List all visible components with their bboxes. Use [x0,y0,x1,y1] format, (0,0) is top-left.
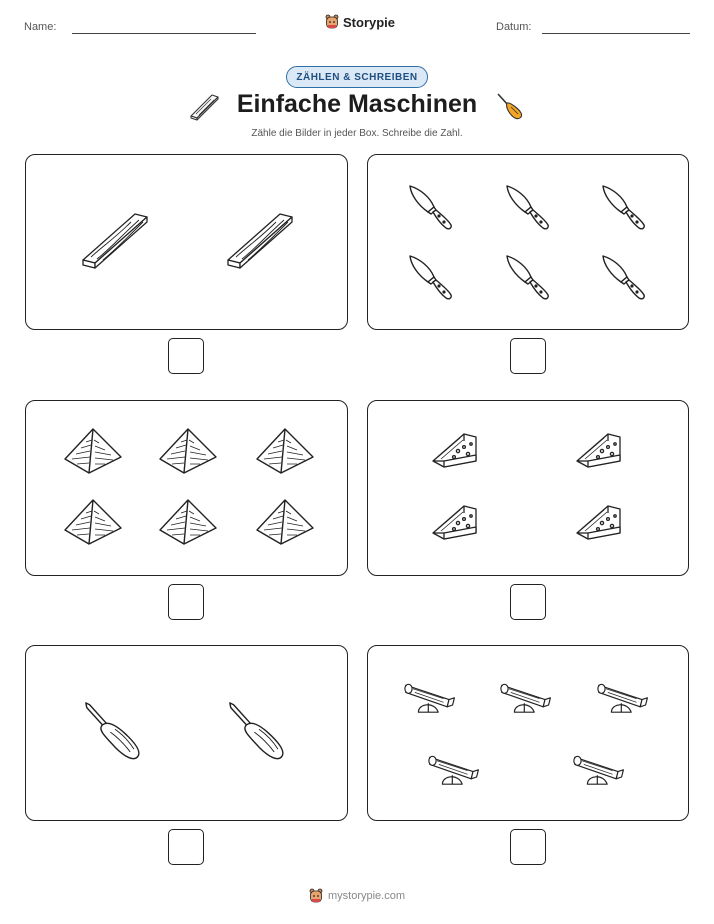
knife-icon [599,183,649,233]
screwdriver-icon [83,701,149,767]
knife-icon [599,253,649,303]
answer-box-4[interactable] [510,584,546,620]
doorstop-wedge-icon [574,431,624,471]
pyramid-icon [158,427,218,477]
seesaw-lever-icon [404,676,458,716]
footer-url[interactable]: mystorypie.com [327,890,406,902]
doorstop-wedge-icon [430,431,480,471]
seesaw-lever-icon [573,748,627,788]
counting-box-5 [25,645,348,821]
answer-box-2[interactable] [510,338,546,374]
doorstop-wedge-icon [574,503,624,543]
counting-box-1 [25,154,348,330]
answer-box-5[interactable] [168,829,204,865]
knife-icon [503,253,553,303]
category-badge: ZÄHLEN & SCHREIBEN [286,66,428,88]
wooden-plank-icon [81,210,151,270]
doorstop-wedge-icon [430,503,480,543]
instructions: Zähle die Bilder in jeder Box. Schreibe die Zahl. [251,128,463,139]
answer-box-1[interactable] [168,338,204,374]
counting-box-4 [367,400,689,576]
screwdriver-icon [227,701,293,767]
answer-box-6[interactable] [510,829,546,865]
pyramid-icon [63,498,123,548]
counting-box-3 [25,400,348,576]
name-line[interactable] [72,33,256,34]
screwdriver-title-icon [494,92,526,122]
knife-icon [406,183,456,233]
counting-box-6 [367,645,689,821]
footer [0,888,714,904]
page-title: Einfache Maschinen [236,90,478,118]
pyramid-icon [63,427,123,477]
storypie-mascot-icon [325,14,339,30]
brand-name: Storypie [343,14,396,30]
date-label: Datum: [496,21,532,33]
seesaw-lever-icon [500,676,554,716]
answer-box-3[interactable] [168,584,204,620]
pyramid-icon [158,498,218,548]
counting-box-2 [367,154,689,330]
seesaw-lever-icon [597,676,651,716]
storypie-mascot-icon [309,888,323,904]
knife-icon [503,183,553,233]
name-label: Name: [24,21,57,33]
wooden-plank-icon [226,210,296,270]
knife-icon [406,253,456,303]
brand-logo [325,14,395,30]
seesaw-lever-icon [428,748,482,788]
pyramid-icon [255,498,315,548]
date-line[interactable] [542,33,690,34]
pyramid-icon [255,427,315,477]
